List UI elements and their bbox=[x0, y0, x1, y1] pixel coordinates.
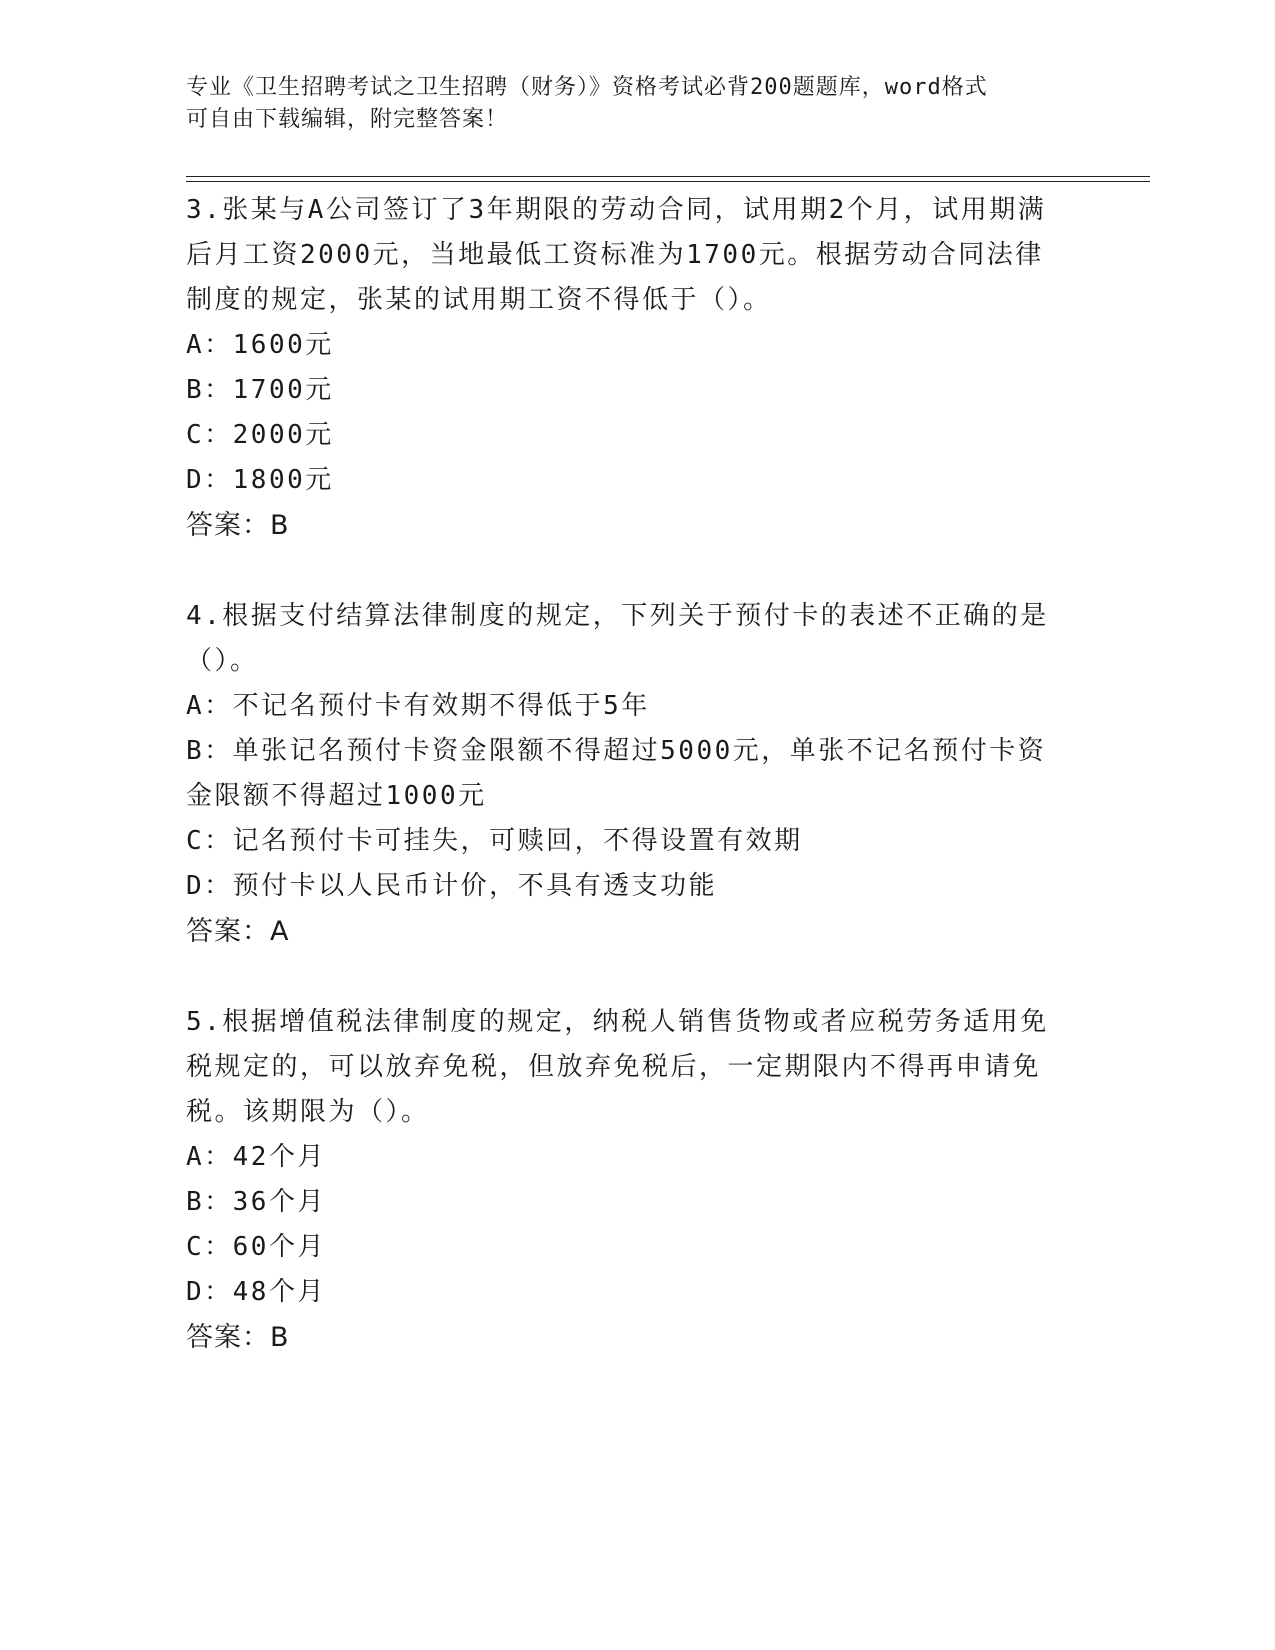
option-b: B：36个月 bbox=[186, 1187, 326, 1217]
answer-line: 答案：A bbox=[186, 916, 290, 947]
header-divider-top bbox=[186, 176, 1150, 177]
question-3 bbox=[186, 188, 1066, 549]
option-b: B：单张记名预付卡资金限额不得超过5000元，单张不记名预付卡资金限额不得超过1000元 bbox=[186, 736, 1047, 811]
option-b: B：1700元 bbox=[186, 375, 334, 405]
option-c: C：60个月 bbox=[186, 1232, 326, 1262]
question-5 bbox=[186, 1000, 1066, 1361]
question-stem: 5.根据增值税法律制度的规定，纳税人销售货物或者应税劳务适用免税规定的，可以放弃免税，但放弃免税后，一定期限内不得再申请免税。该期限为（）。 bbox=[186, 1007, 1049, 1127]
question-list bbox=[186, 188, 1066, 1361]
question-stem: 4.根据支付结算法律制度的规定，下列关于预付卡的表述不正确的是（）。 bbox=[186, 601, 1049, 676]
option-a: A：不记名预付卡有效期不得低于5年 bbox=[186, 691, 650, 721]
header-line-2: 可自由下载编辑，附完整答案！ bbox=[186, 107, 509, 132]
header-line-1: 专业《卫生招聘考试之卫生招聘（财务）》资格考试必背200题题库，word格式 bbox=[186, 75, 988, 100]
option-d: D：1800元 bbox=[186, 465, 334, 495]
document-header bbox=[186, 72, 1066, 136]
option-d: D：48个月 bbox=[186, 1277, 326, 1307]
question-stem: 3.张某与A公司签订了3年期限的劳动合同，试用期2个月，试用期满后月工资2000元，当地最低工资标准为1700元。根据劳动合同法律制度的规定，张某的试用期工资不得低于（）。 bbox=[186, 195, 1047, 315]
option-a: A：1600元 bbox=[186, 330, 334, 360]
answer-line: 答案：B bbox=[186, 1322, 290, 1353]
option-a: A：42个月 bbox=[186, 1142, 326, 1172]
header-divider-bottom bbox=[186, 181, 1150, 182]
option-c: C：记名预付卡可挂失，可赎回，不得设置有效期 bbox=[186, 826, 803, 856]
answer-line: 答案：B bbox=[186, 510, 290, 541]
option-c: C：2000元 bbox=[186, 420, 334, 450]
option-d: D：预付卡以人民币计价，不具有透支功能 bbox=[186, 871, 718, 901]
question-4 bbox=[186, 594, 1066, 955]
